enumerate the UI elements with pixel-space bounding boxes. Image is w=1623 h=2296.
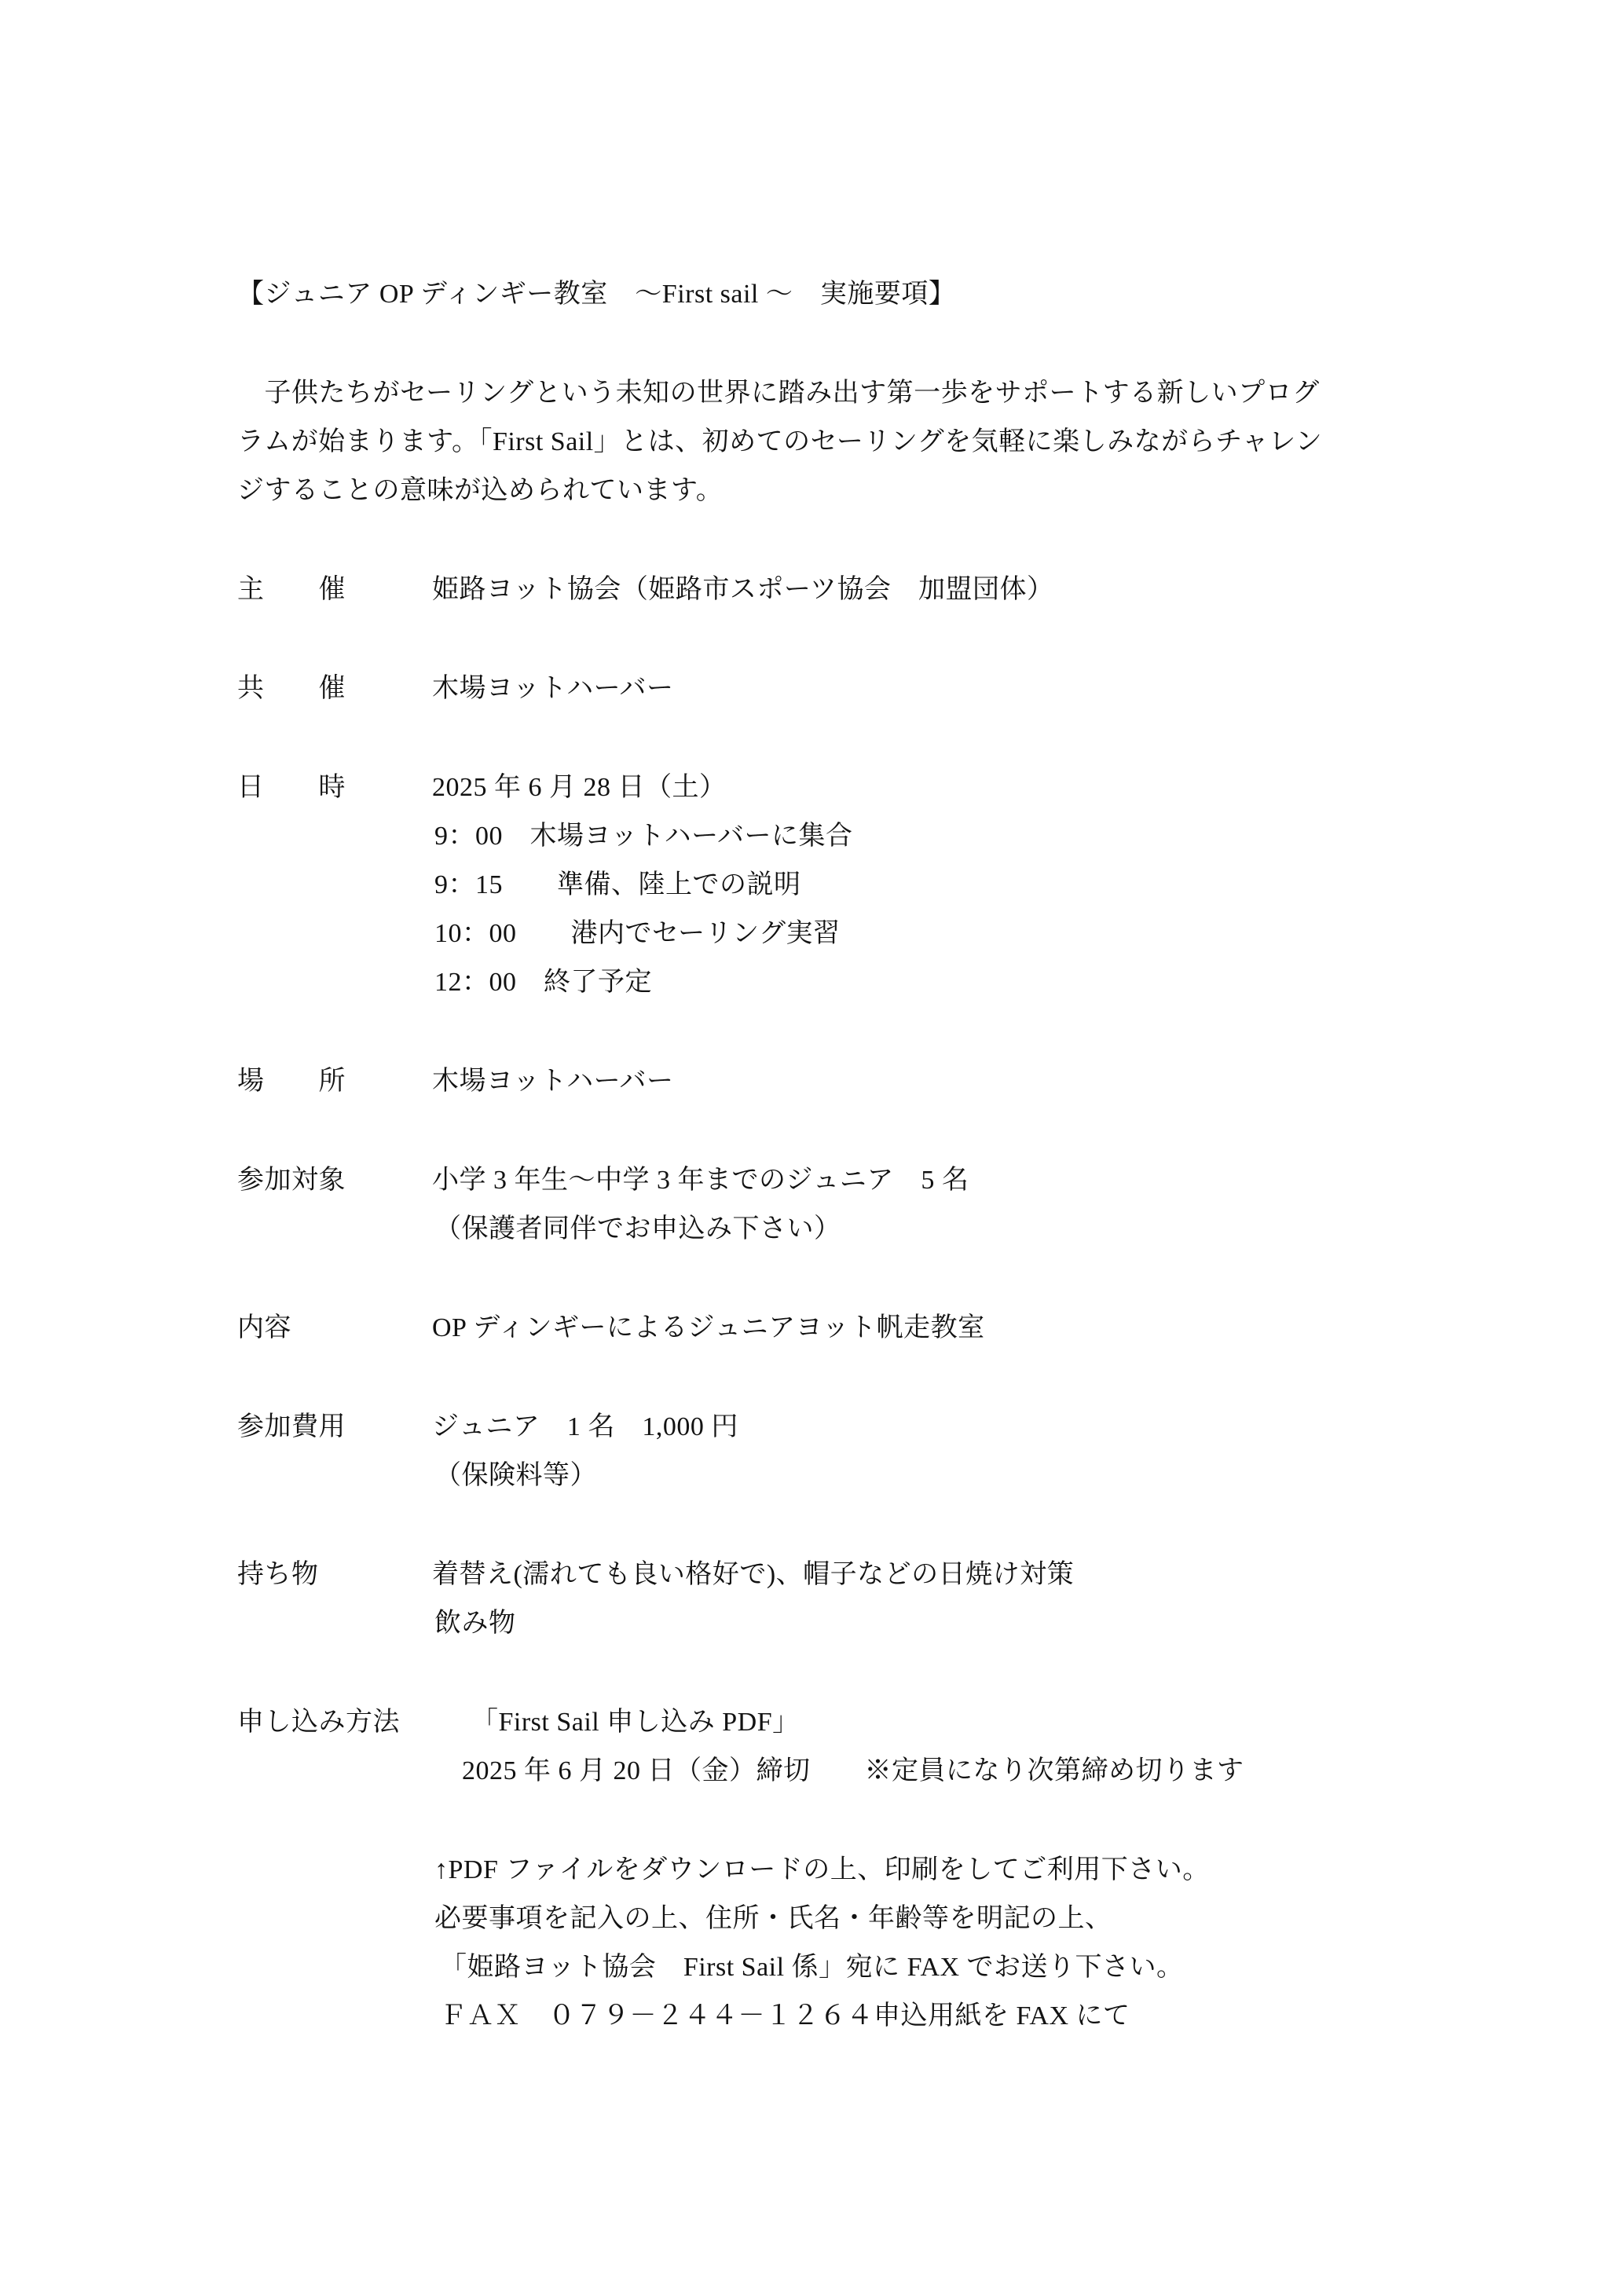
- schedule-line-3: 10：00 港内でセーリング実習: [434, 919, 841, 948]
- intro-line-3: ジすることの意味が込められています。: [237, 476, 724, 505]
- spacer: [237, 1353, 1623, 1403]
- application-fax-number: ＦＡＸ ０７９－２４４－１２６４申込用紙を FAX にて: [440, 2001, 1130, 2031]
- host-row: [237, 566, 1623, 614]
- intro-line-2: ラムが始まります。「First Sail」とは、初めてのセーリングを気軽に楽しみながらチャレン: [237, 427, 1323, 456]
- application-deadline: 2025 年 6 月 20 日（金）締切 ※定員になり次第締め切ります: [462, 1756, 1244, 1785]
- spacer: [237, 713, 1623, 764]
- schedule-line-4: 12：00 終了予定: [434, 968, 652, 997]
- belongings-line-2: 飲み物: [434, 1609, 516, 1638]
- spacer: [237, 1007, 1623, 1057]
- place-value: 木場ヨットハーバー: [432, 1067, 674, 1096]
- fee-row: [237, 1403, 1623, 1452]
- datetime-value: 2025 年 6 月 28 日（土）: [432, 773, 727, 802]
- spacer: [237, 515, 1623, 566]
- spacer: [237, 614, 1623, 665]
- fee-value: ジュニア 1 名 1,000 円: [432, 1412, 738, 1441]
- eligibility-value: 小学 3 年生～中学 3 年までのジュニア 5 名: [432, 1166, 969, 1195]
- place-label: 場 所: [237, 1067, 346, 1096]
- spacer: [237, 1500, 1623, 1551]
- cohost-value: 木場ヨットハーバー: [432, 674, 674, 703]
- contents-row: [237, 1304, 1623, 1353]
- eligibility-note: （保護者同伴でお申込み下さい）: [434, 1214, 841, 1243]
- schedule-line-2: 9：15 準備、陸上での説明: [434, 870, 801, 899]
- intro-line-1: 子供たちがセーリングという未知の世界に踏み出す第一歩をサポートする新しいプログ: [237, 379, 1320, 408]
- spacer: [237, 1796, 1623, 1846]
- host-label: 主 催: [237, 575, 346, 604]
- spacer: [237, 319, 1623, 369]
- document-title-text: 【ジュニア OP ディンギー教室 ～First sail ～ 実施要項】: [237, 280, 956, 309]
- place-row: [237, 1057, 1623, 1106]
- spacer: [237, 1254, 1623, 1304]
- application-instruction-1: ↑PDF ファイルをダウンロードの上、印刷をしてご利用下さい。: [434, 1855, 1210, 1884]
- eligibility-row: [237, 1156, 1623, 1205]
- spacer: [237, 1648, 1623, 1698]
- cohost-row: [237, 665, 1623, 713]
- belongings-label: 持ち物: [237, 1560, 319, 1589]
- application-row: [237, 1698, 1623, 1747]
- eligibility-label: 参加対象: [237, 1166, 346, 1195]
- application-instruction-2: 必要事項を記入の上、住所・氏名・年齢等を明記の上、: [434, 1904, 1112, 1933]
- belongings-value: 着替え(濡れても良い格好で)、帽子などの日焼け対策: [432, 1560, 1075, 1589]
- application-instruction-3: 「姫路ヨット協会 First Sail 係」宛に FAX でお送り下さい。: [440, 1953, 1184, 1982]
- application-label: 申し込み方法: [237, 1708, 400, 1737]
- host-value: 姫路ヨット協会（姫路市スポーツ協会 加盟団体）: [432, 575, 1054, 604]
- contents-label: 内容: [237, 1313, 291, 1342]
- document-title: [237, 270, 1623, 319]
- fee-note: （保険料等）: [434, 1461, 597, 1490]
- schedule-line-1: 9：00 木場ヨットハーバーに集合: [434, 822, 853, 851]
- spacer: [237, 1106, 1623, 1156]
- cohost-label: 共 催: [237, 674, 346, 703]
- contents-value: OP ディンギーによるジュニアヨット帆走教室: [432, 1313, 985, 1342]
- datetime-label: 日 時: [237, 773, 346, 802]
- datetime-row: [237, 764, 1623, 812]
- fee-label: 参加費用: [237, 1412, 346, 1441]
- application-value: 「First Sail 申し込み PDF」: [471, 1708, 800, 1737]
- belongings-row: [237, 1551, 1623, 1599]
